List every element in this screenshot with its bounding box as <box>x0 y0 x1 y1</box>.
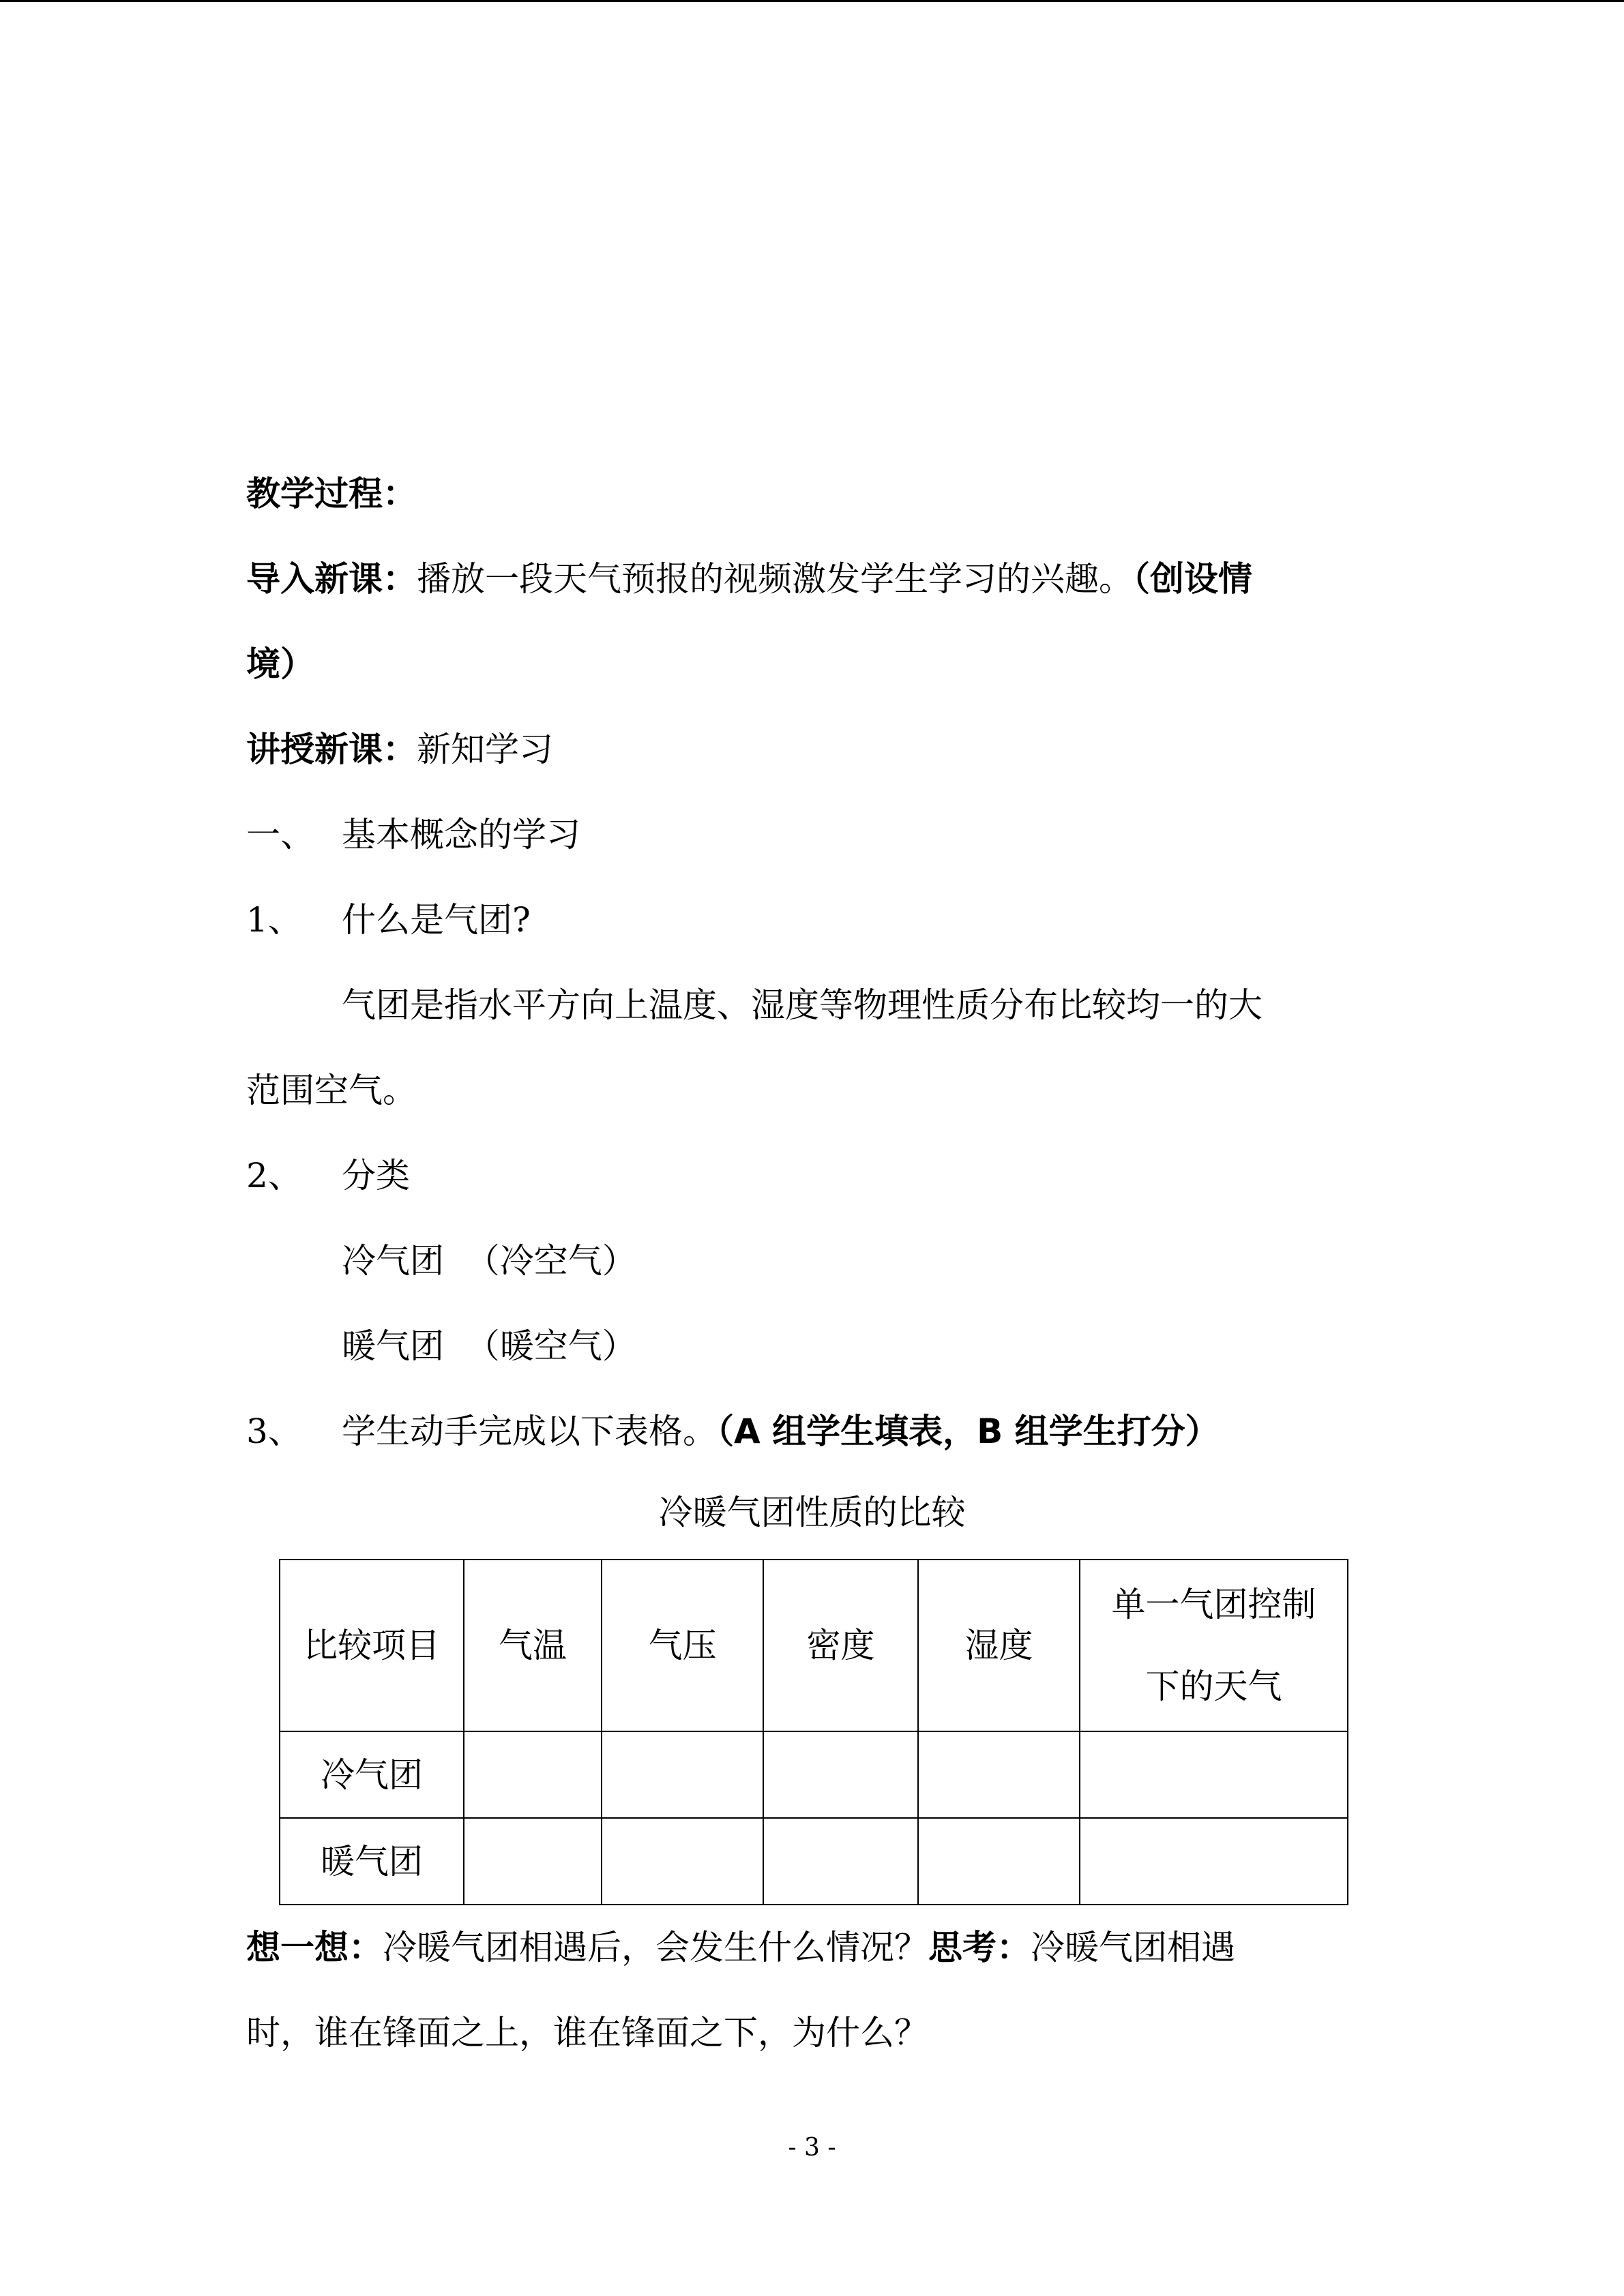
table-cell <box>763 1818 918 1905</box>
lecture-label: 讲授新课： <box>246 730 417 769</box>
row-label: 暖气团 <box>280 1818 464 1905</box>
intro-line <box>246 557 1252 601</box>
cold-air-mass: 冷气团 （冷空气） <box>342 1241 636 1281</box>
definition-line-2: 范围空气。 <box>246 1071 417 1110</box>
consider-text: 冷暖气团相遇 <box>1031 1928 1235 1967</box>
table-cell <box>1080 1818 1348 1905</box>
item-2 <box>246 1154 410 1197</box>
item-3-marker: 3、 <box>246 1412 302 1451</box>
item-1 <box>246 898 531 942</box>
table-cell <box>602 1731 763 1818</box>
consider-label: 思考： <box>928 1928 1031 1967</box>
think-line-2: 时，谁在锋面之上，谁在锋面之下，为什么？ <box>246 2013 928 2053</box>
lecture-line <box>246 728 553 771</box>
header-cell: 比较项目 <box>280 1560 464 1731</box>
row-label: 冷气团 <box>280 1731 464 1818</box>
item-1-marker: 1、 <box>246 900 302 940</box>
table-cell <box>1080 1731 1348 1818</box>
intro-text: 播放一段天气预报的视频激发学生学习的兴趣。 <box>417 559 1133 599</box>
section-1 <box>246 813 580 856</box>
item-3 <box>246 1410 1220 1453</box>
table-cell <box>918 1731 1080 1818</box>
intro-note: （创设情 <box>1133 559 1252 599</box>
lecture-text: 新知学习 <box>417 730 553 769</box>
item-2-marker: 2、 <box>246 1156 302 1195</box>
table-cell <box>918 1818 1080 1905</box>
think-line-1 <box>246 1926 1235 1969</box>
warm-air-mass: 暖气团 （暖空气） <box>342 1326 636 1366</box>
item-3-bold: （A 组学生填表，B 组学生打分） <box>717 1412 1220 1451</box>
header-cell-weather <box>1080 1560 1348 1731</box>
section-1-marker: 一、 <box>246 815 314 854</box>
think-text: 冷暖气团相遇后，会发生什么情况？ <box>383 1928 928 1967</box>
item-2-title: 分类 <box>342 1156 410 1195</box>
intro-label: 导入新课： <box>246 559 417 599</box>
table-row <box>280 1818 1348 1905</box>
table-cell <box>464 1818 602 1905</box>
intro-note-continued: 境） <box>246 644 314 684</box>
definition-line-1: 气团是指水平方向上温度、湿度等物理性质分布比较均一的大 <box>342 985 1263 1025</box>
top-border-line <box>0 0 1624 2</box>
header-cell: 气温 <box>464 1560 602 1731</box>
header-cell: 湿度 <box>918 1560 1080 1731</box>
item-3-text: 学生动手完成以下表格。 <box>342 1412 717 1451</box>
table-cell <box>763 1731 918 1818</box>
table-row <box>280 1731 1348 1818</box>
table-caption: 冷暖气团性质的比较 <box>658 1493 966 1532</box>
table-cell <box>464 1731 602 1818</box>
comparison-table <box>279 1559 1348 1905</box>
header-cell: 密度 <box>763 1560 918 1731</box>
section-1-title: 基本概念的学习 <box>342 815 580 854</box>
table-cell <box>602 1818 763 1905</box>
heading: 教学过程： <box>246 474 417 513</box>
header-weather-line-2: 下的天气 <box>1145 1667 1282 1706</box>
header-cell: 气压 <box>602 1560 763 1731</box>
think-label: 想一想： <box>246 1928 383 1967</box>
table-header-row <box>280 1560 1348 1731</box>
page-number: - 3 - <box>788 2134 836 2162</box>
header-weather-line-1: 单一气团控制 <box>1111 1585 1316 1624</box>
item-1-title: 什么是气团? <box>342 900 531 940</box>
